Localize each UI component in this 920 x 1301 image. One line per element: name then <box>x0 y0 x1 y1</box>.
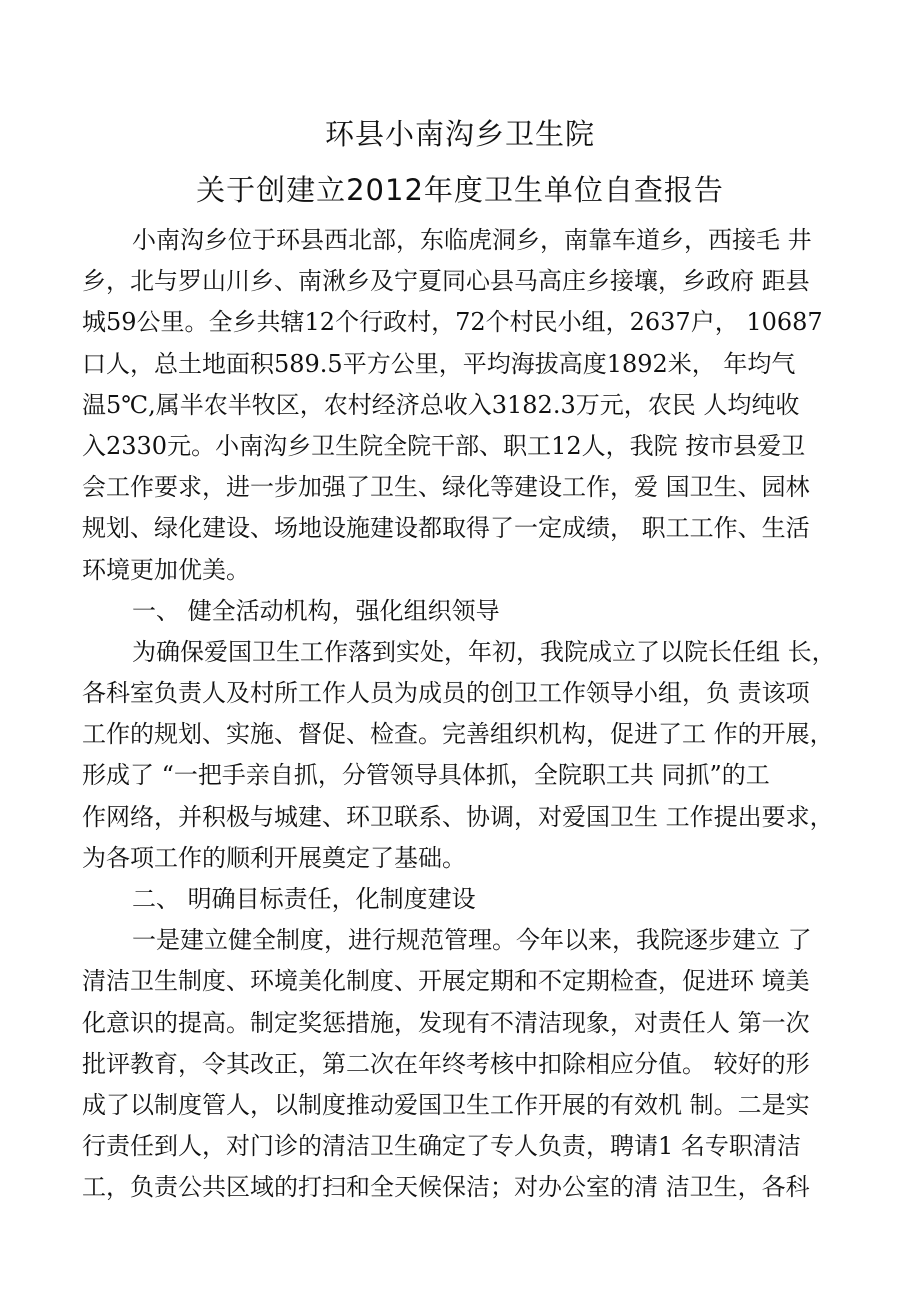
text-line: 工作的规划、实施、督促、检查。完善组织机构，促进了工 作的开展， <box>82 720 834 749</box>
text-line: 为各项工作的顺利开展奠定了基础。 <box>82 843 466 872</box>
document-body <box>82 220 852 1209</box>
text-line: 口人，总土地面积589.5平方公里，平均海拔高度1892米， 年均气 <box>82 349 796 378</box>
text-line: 行责任到人，对门诊的清洁卫生确定了专人负责，聘请1 名专职清洁 <box>82 1132 801 1161</box>
document-title: 环县小南沟乡卫生院 <box>324 117 595 151</box>
text-line: 批评教育，令其改正，第二次在年终考核中扣除相应分值。 较好的形 <box>82 1049 810 1078</box>
text-line: 各科室负责人及村所工作人员为成员的创卫工作领导小组，负 责该项 <box>82 679 810 708</box>
text-line: 成了以制度管人，以制度推动爱国卫生工作开展的有效机 制。二是实 <box>82 1090 810 1119</box>
text-line: 为确保爱国卫生工作落到实处，年初，我院成立了以院长任组 长， <box>132 637 836 666</box>
document-subtitle: 关于创建立2012年度卫生单位自查报告 <box>196 173 724 207</box>
text-line: 环境更加优美。 <box>82 555 250 584</box>
text-line: 乡，北与罗山川乡、南湫乡及宁夏同心县马高庄乡接壤，乡政府 距县 <box>82 267 810 296</box>
text-line: 一是建立健全制度，进行规范管理。今年以来，我院逐步建立 了 <box>132 926 812 955</box>
text-line: 清洁卫生制度、环境美化制度、开展定期和不定期检查，促进环 境美 <box>82 967 810 996</box>
text-line: 化意识的提高。制定奖惩措施，发现有不清洁现象，对责任人 第一次 <box>82 1008 810 1037</box>
text-line: 城59公里。全乡共辖12个行政村，72个村民小组，2637户， 10687 <box>82 308 823 337</box>
section-heading: 二、 明确目标责任，化制度建设 <box>132 885 476 913</box>
text-line: 规划、绿化建设、场地设施建设都取得了一定成绩， 职工工作、生活 <box>82 514 810 543</box>
text-line: 温5℃,属半农半牧区，农村经济总收入3182.3万元，农民 人均纯收 <box>82 390 800 419</box>
section-heading: 一、 健全活动机构，强化组织领导 <box>132 596 500 625</box>
text-line: 小南沟乡位于环县西北部，东临虎洞乡，南靠车道乡，西接毛 井 <box>132 226 812 254</box>
text-line: 入2330元。小南沟乡卫生院全院干部、职工12人，我院 按市县爱卫 <box>82 431 806 460</box>
text-line: 工，负责公共区域的打扫和全天候保洁；对办公室的清 洁卫生，各科 <box>82 1173 810 1202</box>
text-line: 会工作要求，进一步加强了卫生、绿化等建设工作，爱 国卫生、园林 <box>82 473 810 502</box>
text-line: 形成了 “一把手亲自抓，分管领导具体抓，全院职工共 同抓”的工 <box>82 761 770 790</box>
text-line: 作网络，并积极与城建、环卫联系、协调，对爱国卫生 工作提出要求， <box>82 802 834 831</box>
